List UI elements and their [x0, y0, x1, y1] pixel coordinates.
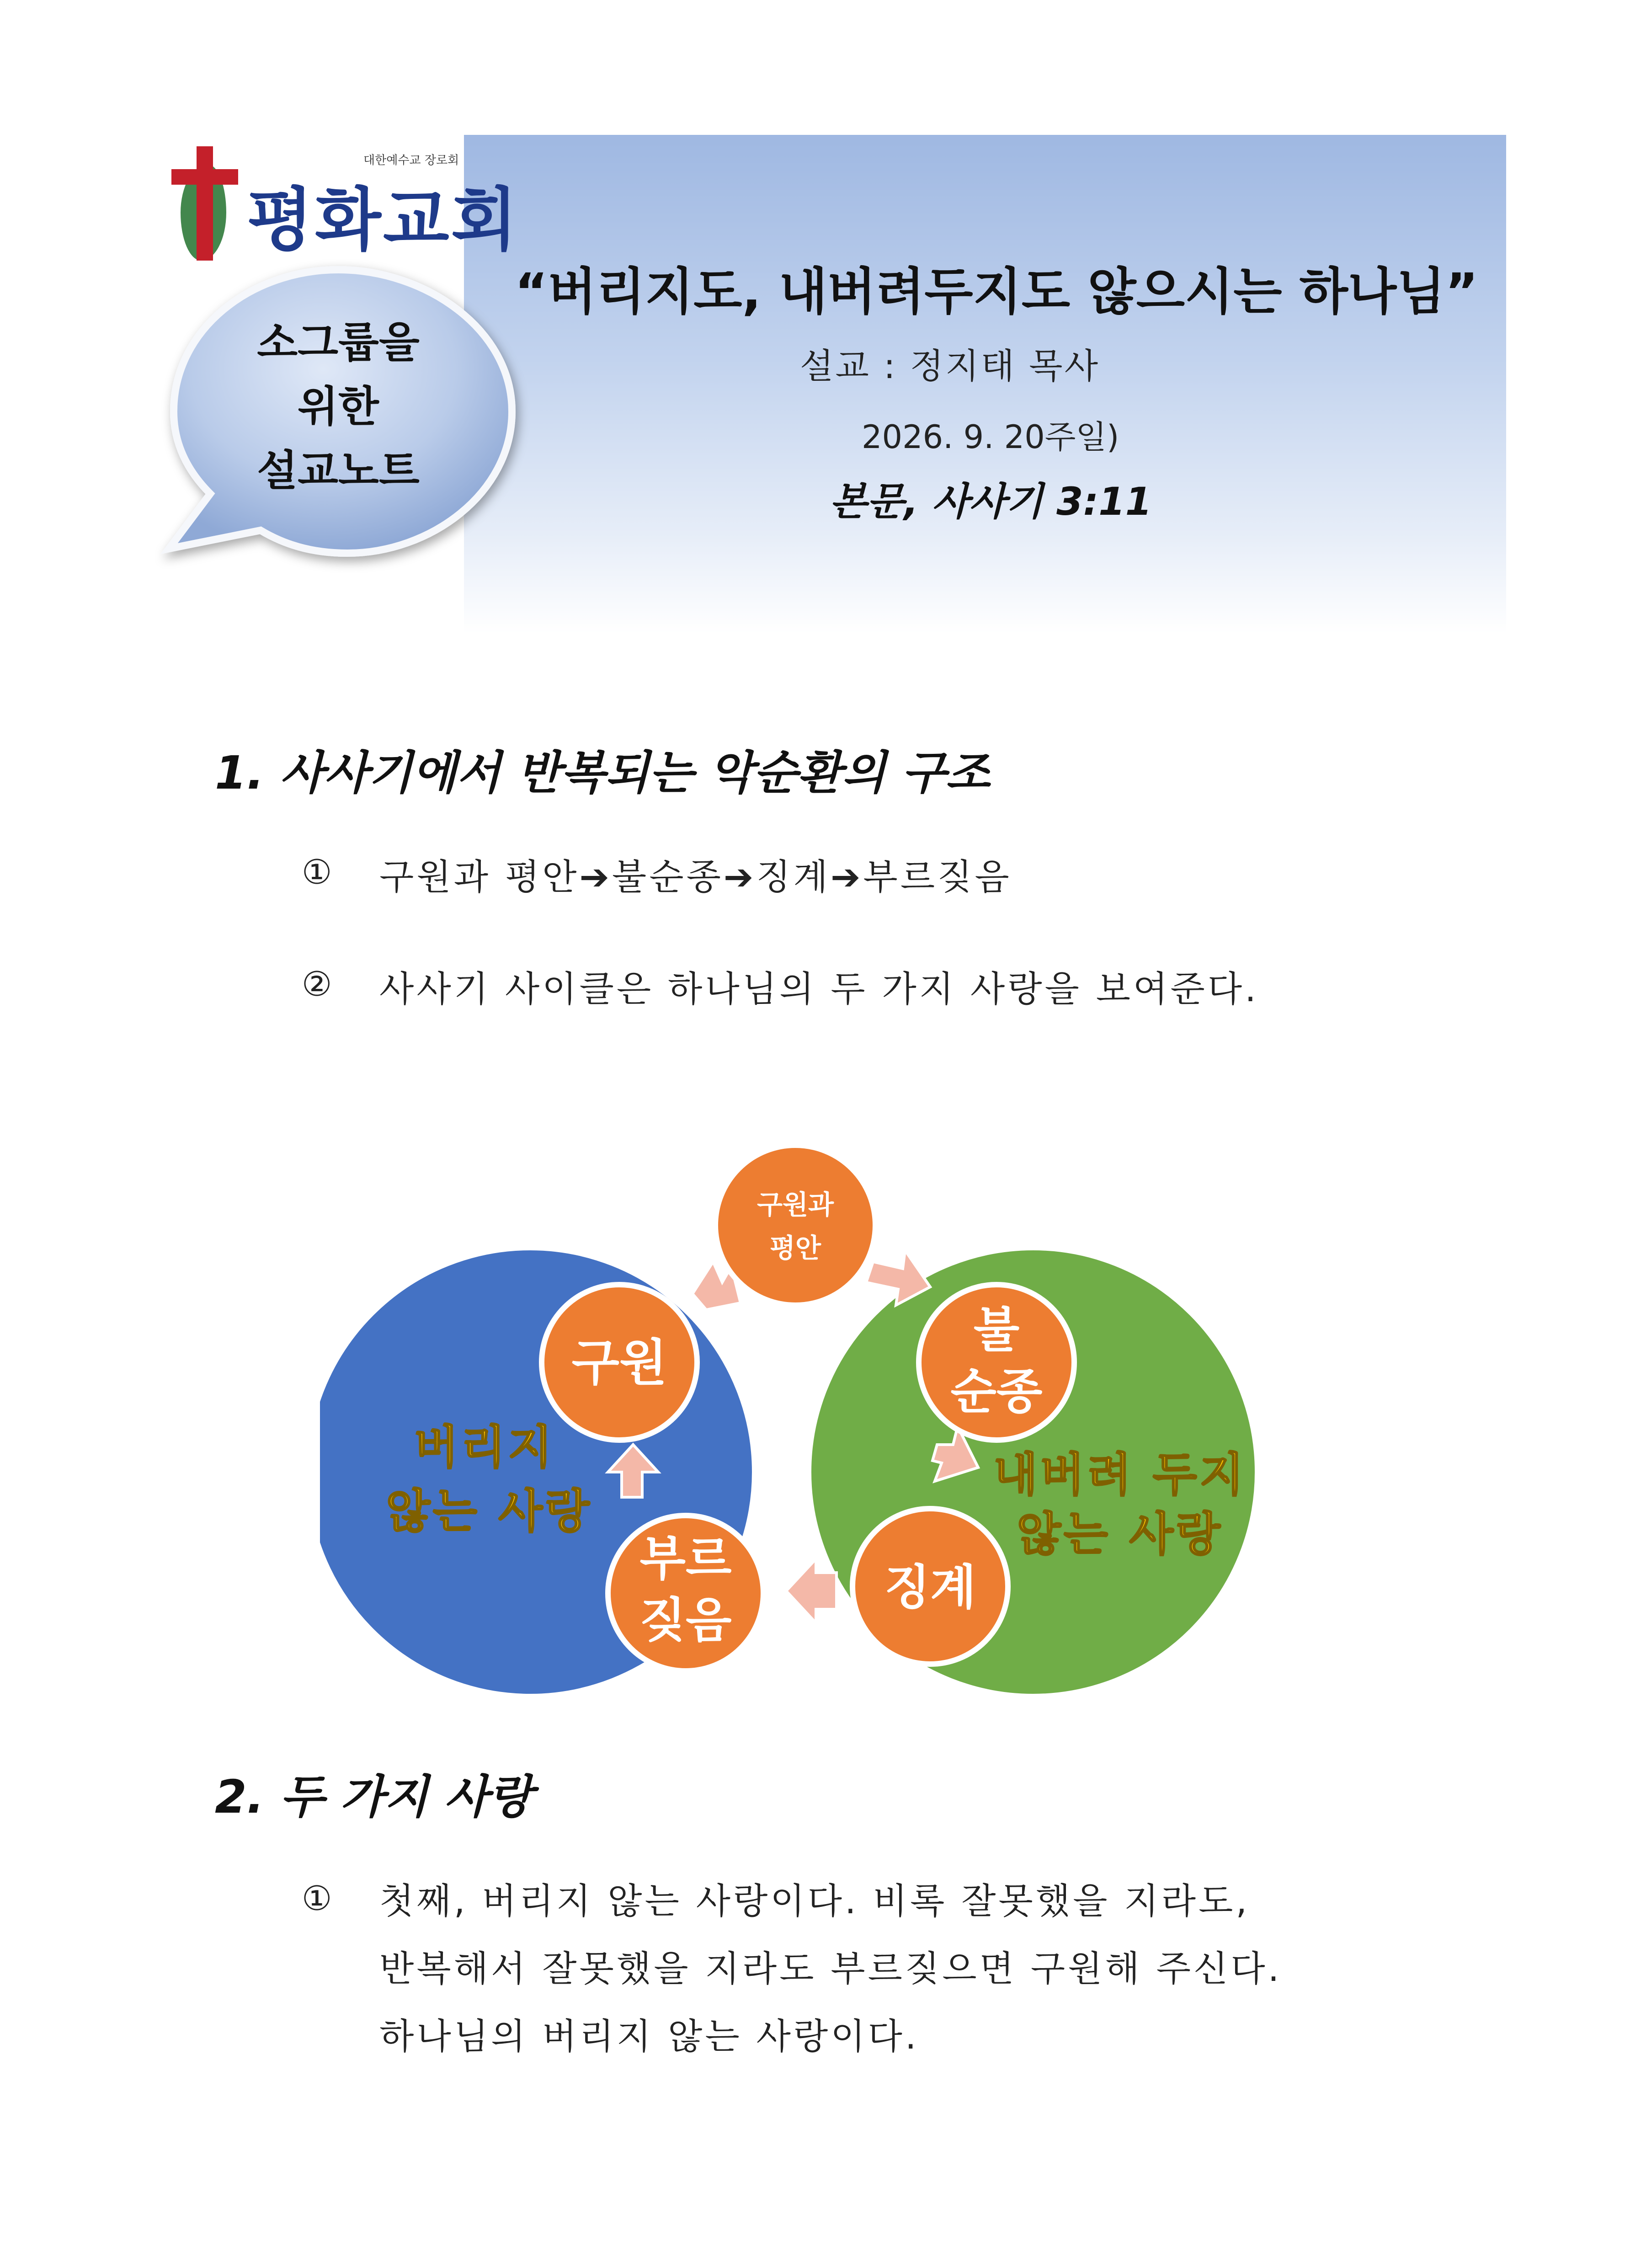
- sermon-date: 2026. 9. 20주일): [862, 418, 1119, 456]
- sermon-title: “버리지도, 내버려두지도 않으시는 하나님”: [515, 262, 1478, 321]
- node-peace-line-2: 평안: [769, 1233, 821, 1264]
- node-peace: [715, 1145, 875, 1305]
- church-logo: [171, 137, 519, 274]
- node-salvation-label: 구원: [571, 1334, 667, 1392]
- scripture-reference: 본문, 사사기 3:11: [830, 479, 1152, 524]
- speech-bubble: [155, 256, 530, 585]
- judges-cycle-diagram: [320, 1115, 1303, 1756]
- section-1-item-2-text: 사사기 사이클은 하나님의 두 가지 사랑을 보여준다.: [379, 969, 1259, 1010]
- section-1-item-1-text: 구원과 평안➔불순종➔징계➔부르짖음: [379, 857, 1012, 898]
- logo-cross-bar: [171, 169, 238, 185]
- section-2-item-1-line-2: 반복해서 잘못했을 지라도 부르짖으면 구원해 주신다.: [379, 1948, 1282, 1990]
- node-cry-line-2: 짖음: [639, 1592, 732, 1648]
- left-circle-label-line-1: 버리지: [414, 1420, 555, 1474]
- node-disobedience-line-2: 순종: [950, 1364, 1043, 1420]
- node-discipline-label: 징계: [884, 1559, 976, 1615]
- node-peace-line-1: 구원과: [757, 1189, 834, 1220]
- left-circle-label-line-2: 않는 사랑: [386, 1484, 592, 1538]
- section-1-item-1-marker: ①: [302, 853, 332, 892]
- bubble-line-2: 위한: [298, 382, 379, 431]
- bubble-line-3: 설교노트: [257, 446, 420, 495]
- section-2-item-1-marker: ①: [302, 1879, 332, 1918]
- section-1-item-2-marker: ②: [302, 965, 332, 1004]
- preacher: 설교 : 정지태 목사: [800, 346, 1100, 386]
- section-2-item-1-line-3: 하나님의 버리지 않는 사랑이다.: [379, 2016, 919, 2057]
- section-2-item-1-line-1: 첫째, 버리지 않는 사랑이다. 비록 잘못했을 지라도,: [379, 1881, 1250, 1922]
- right-circle-label-line-1: 내버려 두지: [993, 1448, 1247, 1501]
- node-cry-line-1: 부르: [639, 1531, 732, 1586]
- section-1-heading: 1. 사사기에서 반복되는 악순환의 구조: [215, 746, 990, 800]
- right-circle-label-line-2: 않는 사랑: [1017, 1507, 1223, 1561]
- logo-subtitle: 대한예수교 장로회: [363, 154, 459, 167]
- logo-name: 평화교회: [247, 181, 519, 260]
- section-2-item-1-text: [379, 1868, 1282, 2071]
- bubble-text: [233, 311, 443, 503]
- bubble-line-1: 소그룹을: [257, 318, 420, 367]
- node-disobedience-line-1: 불: [973, 1302, 1020, 1358]
- section-2-heading: 2. 두 가지 사랑: [215, 1770, 533, 1824]
- logo-cross-icon: [197, 146, 213, 261]
